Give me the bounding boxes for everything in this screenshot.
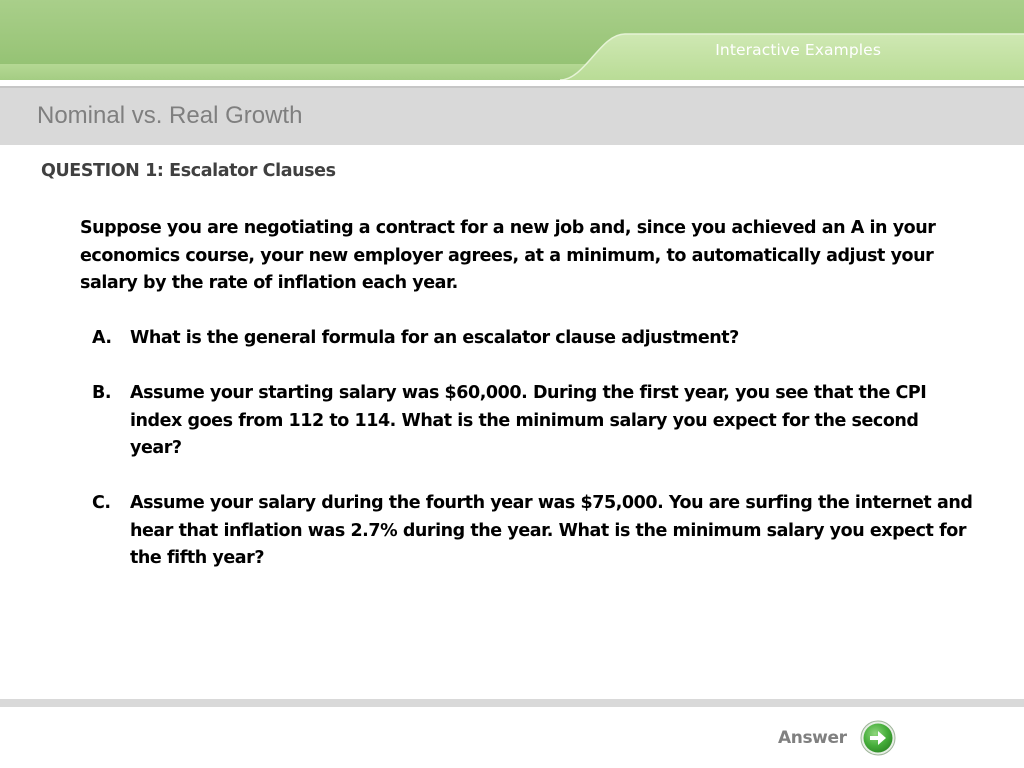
- answer-button[interactable]: [778, 720, 896, 756]
- title-band: [0, 86, 1024, 145]
- question-item-b: [92, 380, 992, 463]
- question-item-a: [92, 325, 992, 353]
- question-marker: A.: [92, 328, 112, 348]
- page-title: Nominal vs. Real Growth: [37, 102, 303, 129]
- question-text: What is the general formula for an escalator clause adjustment?: [130, 328, 739, 348]
- footer-divider: [0, 699, 1024, 707]
- question-item-c: [92, 490, 992, 573]
- question-marker: C.: [92, 493, 111, 513]
- question-text: Assume your starting salary was $60,000. During the first year, you see that the CPI index goes from 112 to 114. What is the minimum salary you expect for the second year?: [130, 383, 927, 458]
- answer-label[interactable]: Answer: [778, 728, 847, 748]
- arrow-right-circle-icon[interactable]: [860, 720, 896, 756]
- question-intro: Suppose you are negotiating a contract for a new job and, since you achieved an A in your economics course, your new employer agrees, at a minimum, to automatically adjust your salary by the rate of inflation each year.: [80, 218, 936, 293]
- question-list: [92, 325, 992, 600]
- question-text: Assume your salary during the fourth year was $75,000. You are surfing the internet and hear that inflation was 2.7% during the year. What is the minimum salary you expect for the fifth year?: [130, 493, 973, 568]
- banner-tab-shape: [0, 0, 1024, 80]
- question-heading: QUESTION 1: Escalator Clauses: [41, 161, 336, 181]
- header-banner: [0, 0, 1024, 80]
- section-label: Interactive Examples: [715, 41, 881, 59]
- question-marker: B.: [92, 383, 112, 403]
